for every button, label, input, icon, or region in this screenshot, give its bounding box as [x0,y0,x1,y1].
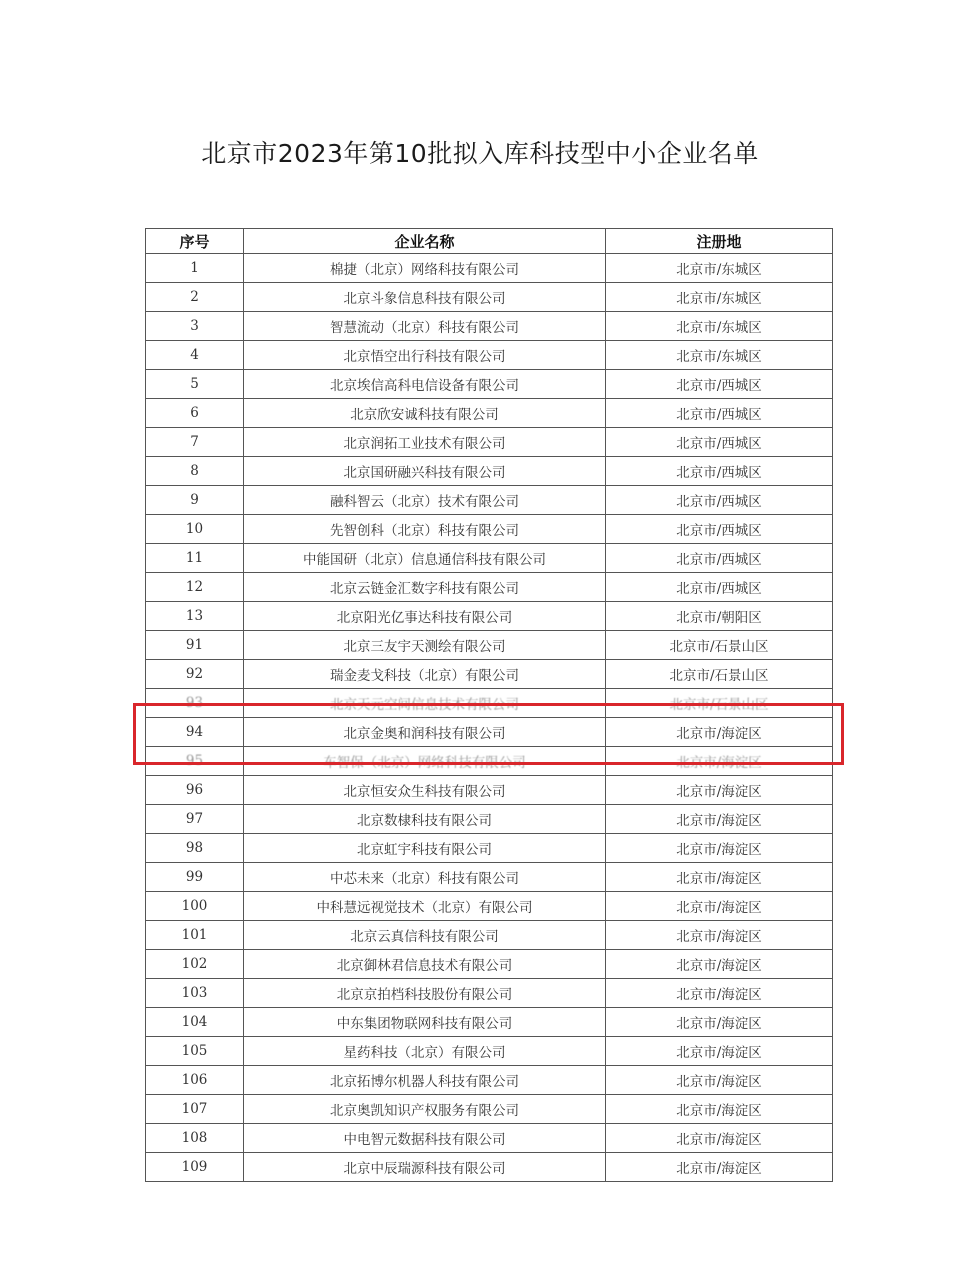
registered-place: 北京市/海淀区 [606,921,833,950]
company-name: 中东集团物联网科技有限公司 [244,1008,606,1037]
registered-place: 北京市/东城区 [606,283,833,312]
document-title: 北京市2023年第10批拟入库科技型中小企业名单 [201,139,759,168]
table-row [146,834,833,863]
registered-place: 北京市/西城区 [606,457,833,486]
company-name: 融科智云（北京）技术有限公司 [244,486,606,515]
registered-place: 北京市/海淀区 [606,892,833,921]
company-name: 北京天元空间信息技术有限公司 [244,689,606,718]
header-company-name: 企业名称 [244,229,606,254]
company-name: 北京欣安诚科技有限公司 [244,399,606,428]
registered-place: 北京市/海淀区 [606,834,833,863]
registered-place: 北京市/海淀区 [606,1066,833,1095]
registered-place: 北京市/海淀区 [606,1037,833,1066]
table-row [146,660,833,689]
table-row [146,1153,833,1182]
row-number: 3 [146,312,244,341]
company-name: 北京云真信科技有限公司 [244,921,606,950]
registered-place: 北京市/石景山区 [606,660,833,689]
row-number: 13 [146,602,244,631]
row-number: 6 [146,399,244,428]
table-row [146,892,833,921]
table-row [146,428,833,457]
registered-place: 北京市/石景山区 [606,689,833,718]
company-name: 北京埃信高科电信设备有限公司 [244,370,606,399]
table-row [146,370,833,399]
company-name: 先智创科（北京）科技有限公司 [244,515,606,544]
company-name: 北京拓博尔机器人科技有限公司 [244,1066,606,1095]
registered-place: 北京市/西城区 [606,486,833,515]
table-row [146,1124,833,1153]
table-row [146,486,833,515]
row-number: 96 [146,776,244,805]
company-name: 北京奥凯知识产权服务有限公司 [244,1095,606,1124]
registered-place: 北京市/海淀区 [606,747,833,776]
registered-place: 北京市/海淀区 [606,950,833,979]
company-name: 北京中辰瑞源科技有限公司 [244,1153,606,1182]
company-name: 中科慧远视觉技术（北京）有限公司 [244,892,606,921]
company-name: 车智保（北京）网络科技有限公司 [244,747,606,776]
company-name: 中芯未来（北京）科技有限公司 [244,863,606,892]
table-row [146,573,833,602]
registered-place: 北京市/海淀区 [606,805,833,834]
table-row [146,312,833,341]
company-name: 北京金奥和润科技有限公司 [244,718,606,747]
row-number: 104 [146,1008,244,1037]
header-number: 序号 [146,229,244,254]
row-number: 9 [146,486,244,515]
company-name: 中能国研（北京）信息通信科技有限公司 [244,544,606,573]
registered-place: 北京市/东城区 [606,254,833,283]
table-row [146,399,833,428]
table-row [146,283,833,312]
row-number: 93 [146,689,244,718]
table-row [146,515,833,544]
table-row [146,776,833,805]
company-name: 北京御林君信息技术有限公司 [244,950,606,979]
company-name: 北京阳光亿事达科技有限公司 [244,602,606,631]
company-name: 北京润拓工业技术有限公司 [244,428,606,457]
row-number: 98 [146,834,244,863]
registered-place: 北京市/海淀区 [606,1124,833,1153]
company-name: 瑞金麦戈科技（北京）有限公司 [244,660,606,689]
row-number: 101 [146,921,244,950]
company-name: 北京国研融兴科技有限公司 [244,457,606,486]
company-name: 北京虹宇科技有限公司 [244,834,606,863]
row-number: 2 [146,283,244,312]
table-row [146,602,833,631]
table-row [146,457,833,486]
table-row [146,631,833,660]
registered-place: 北京市/海淀区 [606,718,833,747]
row-number: 107 [146,1095,244,1124]
registered-place: 北京市/西城区 [606,428,833,457]
company-name: 中电智元数据科技有限公司 [244,1124,606,1153]
highlight-box [133,703,844,765]
registered-place: 北京市/西城区 [606,515,833,544]
registered-place: 北京市/海淀区 [606,776,833,805]
registered-place: 北京市/海淀区 [606,1153,833,1182]
row-number: 99 [146,863,244,892]
company-name: 北京京拍档科技股份有限公司 [244,979,606,1008]
registered-place: 北京市/海淀区 [606,979,833,1008]
company-name: 北京悟空出行科技有限公司 [244,341,606,370]
row-number: 12 [146,573,244,602]
registered-place: 北京市/东城区 [606,341,833,370]
company-name: 北京三友宇天测绘有限公司 [244,631,606,660]
table-header-row [146,229,833,254]
table-row [146,979,833,1008]
row-number: 105 [146,1037,244,1066]
table-row [146,1037,833,1066]
row-number: 108 [146,1124,244,1153]
registered-place: 北京市/西城区 [606,544,833,573]
table-row [146,341,833,370]
registered-place: 北京市/西城区 [606,370,833,399]
table-row [146,863,833,892]
row-number: 109 [146,1153,244,1182]
row-number: 92 [146,660,244,689]
table-row [146,1008,833,1037]
registered-place: 北京市/朝阳区 [606,602,833,631]
row-number: 95 [146,747,244,776]
registered-place: 北京市/西城区 [606,573,833,602]
company-name: 北京数棣科技有限公司 [244,805,606,834]
row-number: 100 [146,892,244,921]
row-number: 5 [146,370,244,399]
row-number: 91 [146,631,244,660]
table-row [146,805,833,834]
table-row [146,921,833,950]
table-row [146,544,833,573]
table-row [146,1095,833,1124]
registered-place: 北京市/西城区 [606,399,833,428]
row-number: 8 [146,457,244,486]
registered-place: 北京市/海淀区 [606,1095,833,1124]
row-number: 1 [146,254,244,283]
row-number: 97 [146,805,244,834]
company-name: 星药科技（北京）有限公司 [244,1037,606,1066]
company-name: 棉捷（北京）网络科技有限公司 [244,254,606,283]
registered-place: 北京市/海淀区 [606,863,833,892]
row-number: 106 [146,1066,244,1095]
row-number: 103 [146,979,244,1008]
company-name: 北京云链金汇数字科技有限公司 [244,573,606,602]
table-row [146,1066,833,1095]
registered-place: 北京市/石景山区 [606,631,833,660]
header-registered-place: 注册地 [606,229,833,254]
company-name: 北京恒安众生科技有限公司 [244,776,606,805]
table-row [146,254,833,283]
row-number: 7 [146,428,244,457]
row-number: 11 [146,544,244,573]
row-number: 10 [146,515,244,544]
registered-place: 北京市/海淀区 [606,1008,833,1037]
company-name: 智慧流动（北京）科技有限公司 [244,312,606,341]
row-number: 94 [146,718,244,747]
company-name: 北京斗象信息科技有限公司 [244,283,606,312]
row-number: 102 [146,950,244,979]
row-number: 4 [146,341,244,370]
table-row [146,950,833,979]
registered-place: 北京市/东城区 [606,312,833,341]
